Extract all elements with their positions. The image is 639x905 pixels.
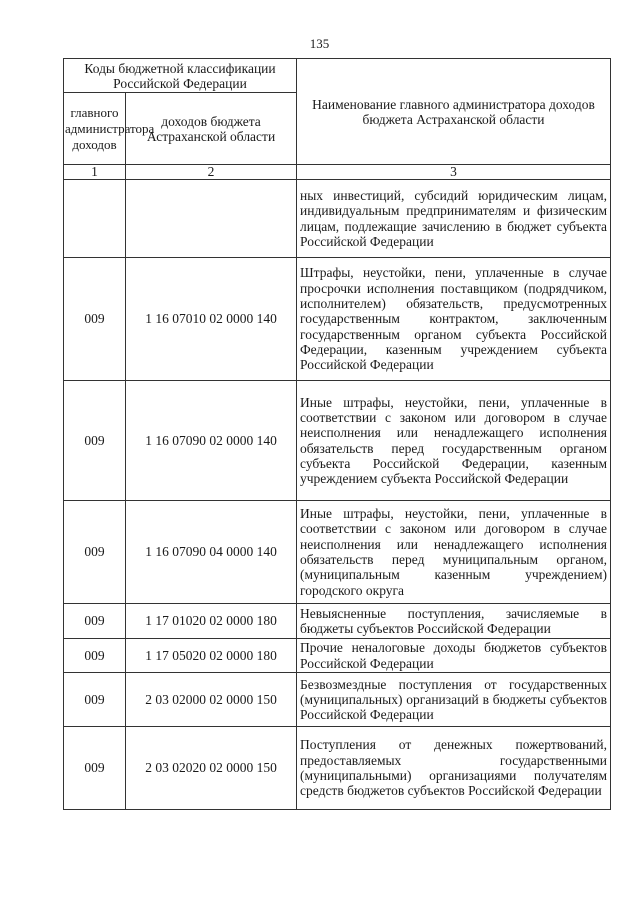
page-number: 135 (309, 36, 330, 51)
table-row (64, 381, 611, 501)
income-code-cell: 1 16 07010 02 0000 140 (126, 258, 297, 381)
income-code-cell: 1 17 01020 02 0000 180 (126, 604, 297, 639)
table-row (64, 639, 611, 673)
header-col3-title: Наименование главного администратора доходов бюджета Астраханской области (297, 59, 611, 165)
table-row (64, 501, 611, 604)
income-name-cell: ных инвестиций, субсидий юридическим лицам, индивидуальным предпринимателям и физическим лицам, подлежащие зачислению в бюджет субъекта Российской Федерации (297, 180, 611, 258)
table-row (64, 727, 611, 810)
income-name-cell: Безвозмездные поступления от государственных (муниципальных) организаций в бюджеты субъектов Российской Федерации (297, 673, 611, 727)
header-col2-title: доходов бюджета Астраханской области (126, 93, 297, 165)
income-name-cell: Прочие неналоговые доходы бюджетов субъектов Российской Федерации (297, 639, 611, 673)
income-code-cell: 1 16 07090 04 0000 140 (126, 501, 297, 604)
admin-code-cell: 009 (64, 258, 126, 381)
income-code-cell: 1 16 07090 02 0000 140 (126, 381, 297, 501)
income-name-cell: Штрафы, неустойки, пени, уплаченные в случае просрочки исполнения поставщиком (подрядчиком, исполнителем) обязательств, предусмотренных государственным контрактом, заключенным государственным органом субъекта Российской Федерации, казенным учреждением субъекта Российской Федерации (297, 258, 611, 381)
header-group-title: Коды бюджетной классификации Российской Федерации (64, 59, 297, 93)
table-row (64, 258, 611, 381)
income-code-cell: 1 17 05020 02 0000 180 (126, 639, 297, 673)
table-row (64, 180, 611, 258)
admin-code-cell (64, 180, 126, 258)
header-row-group (64, 59, 611, 93)
col-number-3: 3 (297, 165, 611, 180)
admin-code-cell: 009 (64, 604, 126, 639)
table-row (64, 604, 611, 639)
admin-code-cell: 009 (64, 381, 126, 501)
budget-codes-table (63, 58, 611, 810)
income-name-cell: Иные штрафы, неустойки, пени, уплаченные в соответствии с законом или договором в случае неисполнения или ненадлежащего исполнения обязательств перед государственным органом субъекта Российской Федерации, казенным учреждением субъекта Российской Федерации (297, 381, 611, 501)
income-name-cell: Поступления от денежных пожертвований, предоставляемых государственными (муниципальными) организациями получателям средств бюджетов субъектов Российской Федерации (297, 727, 611, 810)
income-code-cell: 2 03 02020 02 0000 150 (126, 727, 297, 810)
admin-code-cell: 009 (64, 501, 126, 604)
admin-code-cell: 009 (64, 727, 126, 810)
col-number-1: 1 (64, 165, 126, 180)
table-row (64, 673, 611, 727)
income-code-cell (126, 180, 297, 258)
admin-code-cell: 009 (64, 673, 126, 727)
header-row-col-numbers (64, 165, 611, 180)
income-code-cell: 2 03 02000 02 0000 150 (126, 673, 297, 727)
income-name-cell: Невыясненные поступления, зачисляемые в бюджеты субъектов Российской Федерации (297, 604, 611, 639)
header-col1-title: главного администратора доходов (64, 93, 126, 165)
admin-code-cell: 009 (64, 639, 126, 673)
col-number-2: 2 (126, 165, 297, 180)
income-name-cell: Иные штрафы, неустойки, пени, уплаченные в соответствии с законом или договором в случае неисполнения или ненадлежащего исполнения обязательств перед муниципальным органом, (муниципальным казенным учреждением) городского округа (297, 501, 611, 604)
